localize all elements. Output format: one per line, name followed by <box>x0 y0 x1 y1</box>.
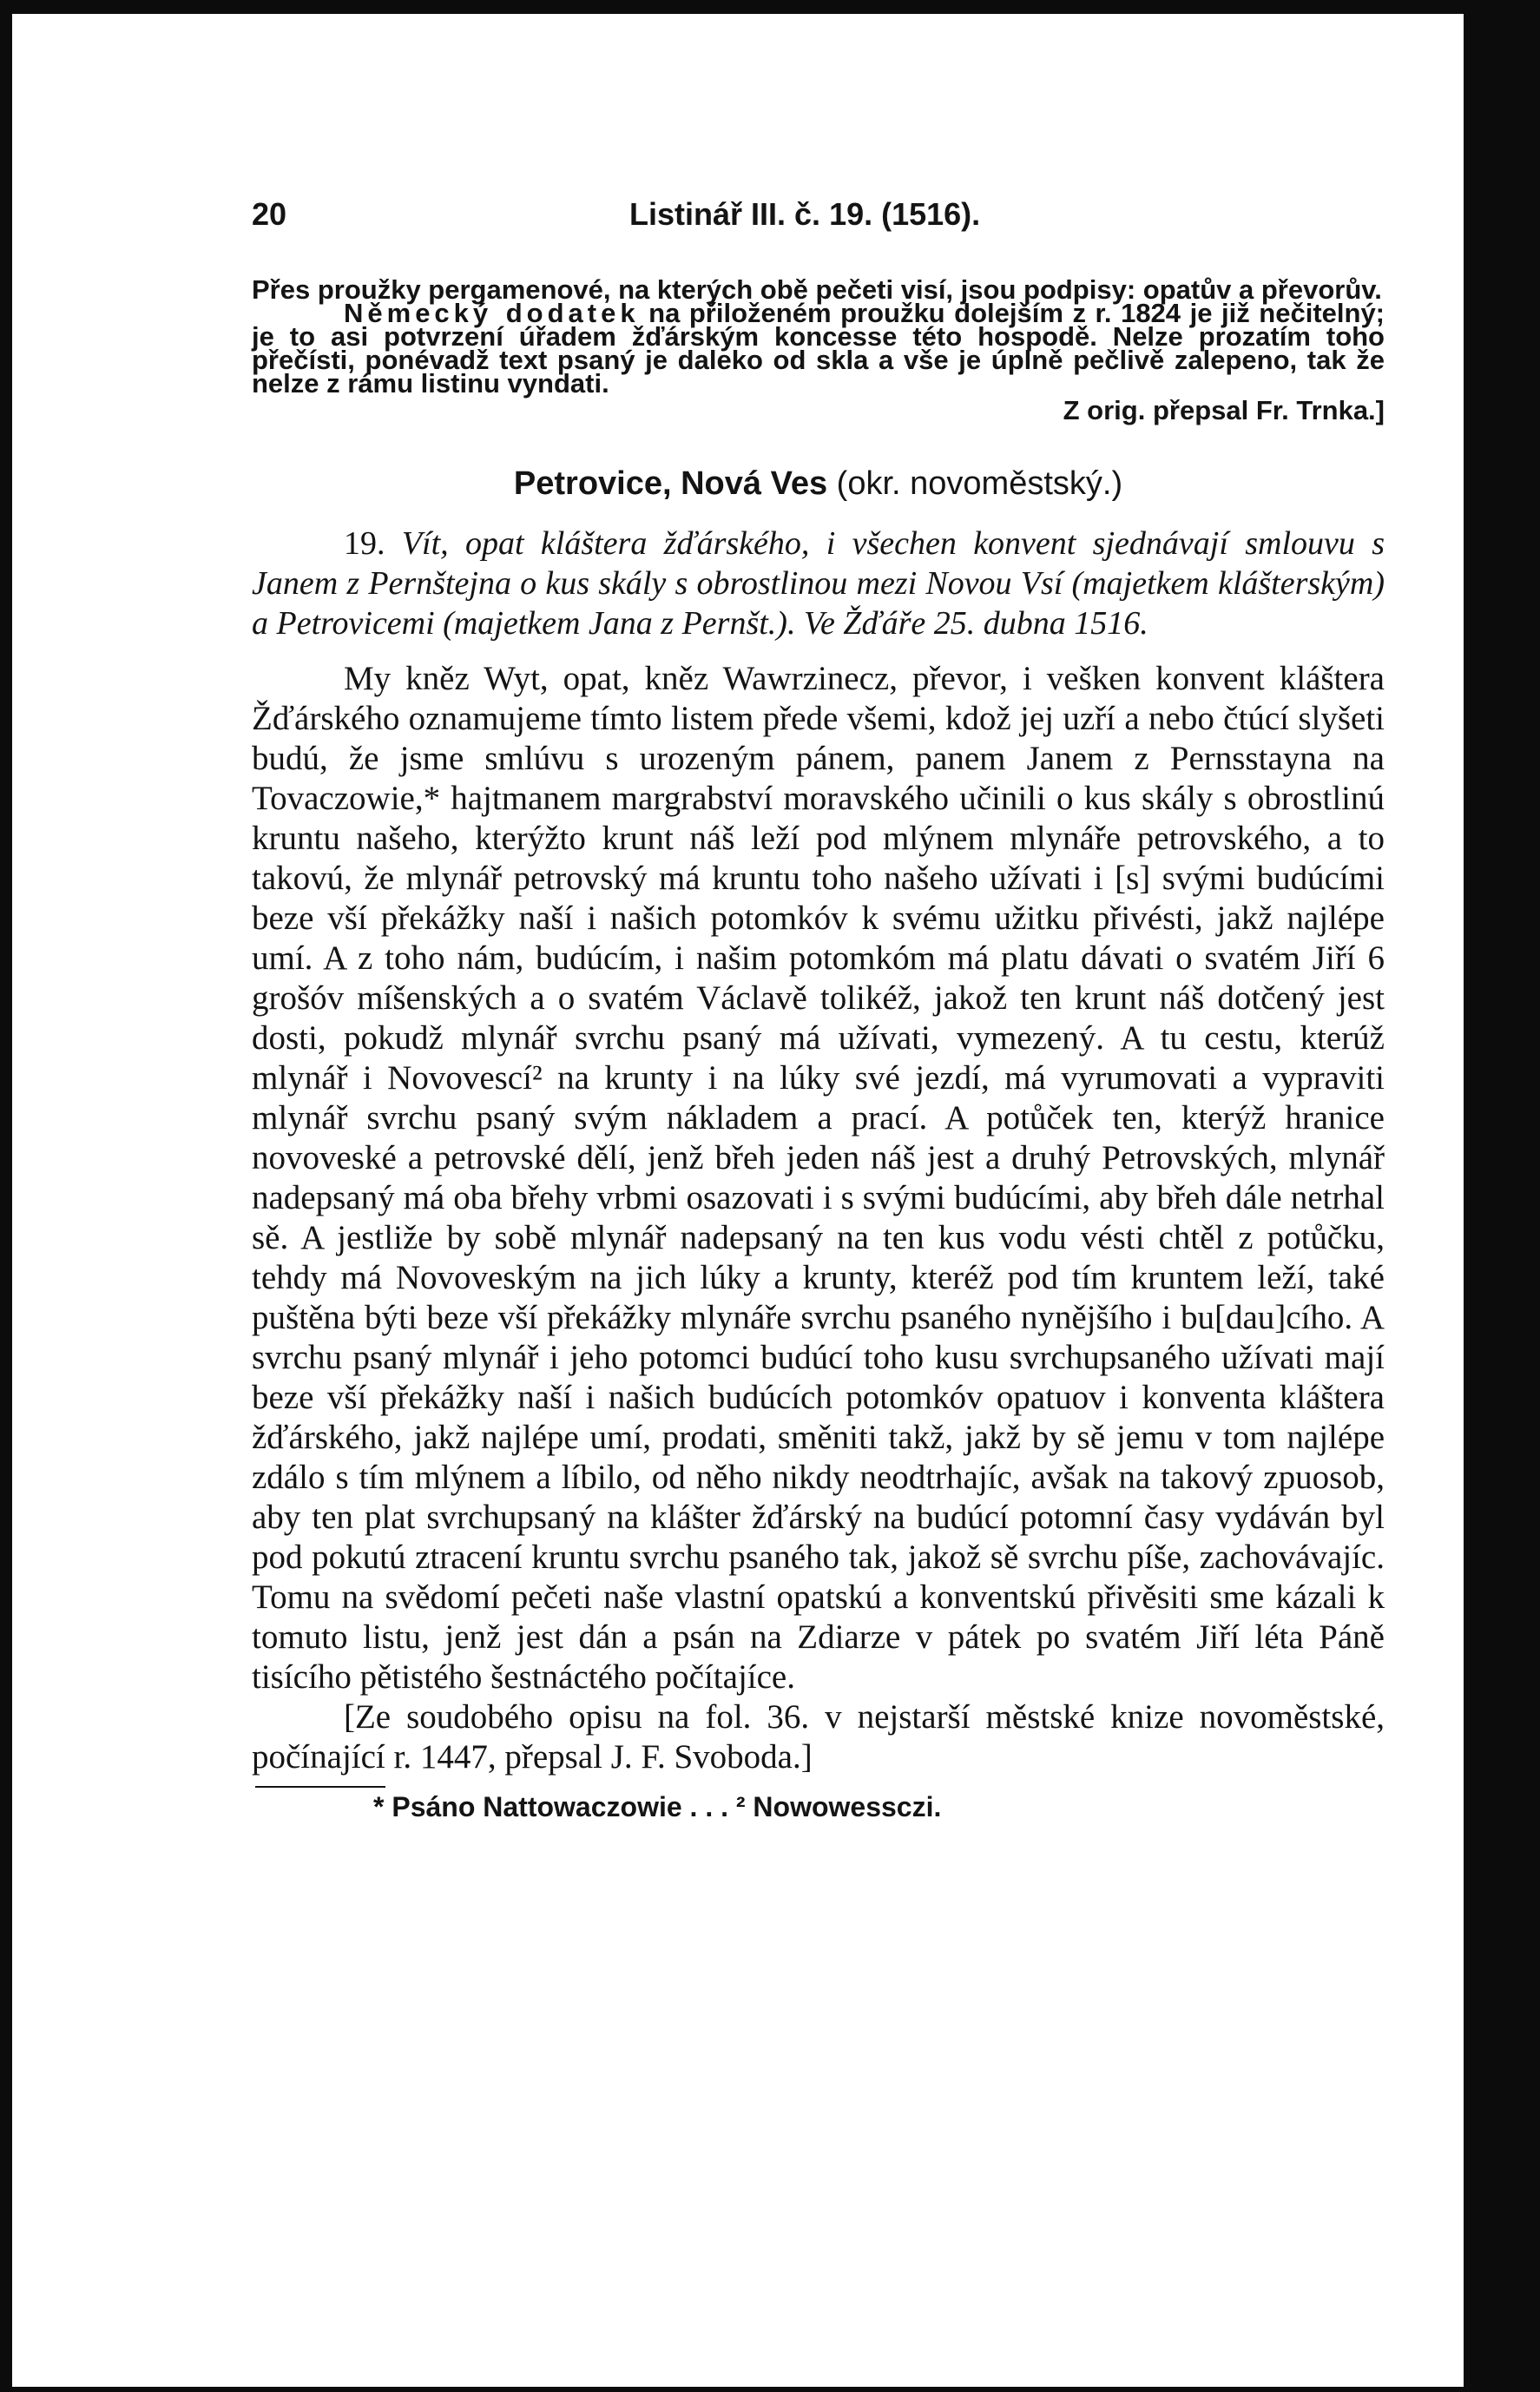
scan-edge-left <box>0 0 12 2392</box>
regest-paragraph <box>252 524 1385 643</box>
note-signature: Z orig. přepsal Fr. Trnka.] <box>1063 395 1385 425</box>
scan-edge-top <box>0 0 1540 14</box>
note-paragraph-german-text: na přiloženém proužku dolejším z r. 1824 je již nečitelný; je to asi potvrzení úřadem žďárským koncesse této hospodě. Nelze prozatím toho přečísti, ponévadž text psaný je daleko od skla a vše je úplně pečlivě zalepeno, tak že nelze z rámu listinu vyndati. <box>252 298 1385 399</box>
heading-places: Petrovice, Nová Ves <box>513 465 828 502</box>
footnote: * Psáno Nattowaczowie . . . ² Nowowessczi. <box>373 1791 942 1822</box>
heading-district: (okr. novoměstský.) <box>836 465 1123 502</box>
german-addition-label: Německý dodatek <box>344 298 640 328</box>
document-body <box>252 659 1385 1697</box>
running-title: Listinář III. č. 19. (1516). <box>629 196 981 232</box>
running-head <box>252 182 1385 234</box>
note-paragraph-seals: Přes proužky pergamenové, na kterých obě pečeti visí, jsou podpisy: opatův a převorův. <box>252 274 1382 305</box>
document-number: 19. <box>344 525 385 562</box>
source-note <box>252 1697 1385 1777</box>
footnote-rule <box>255 1786 385 1788</box>
preceding-note <box>252 274 1385 425</box>
scan-edge-right <box>1464 0 1540 2392</box>
document-text: My kněz Wyt, opat, kněz Wawrzinecz, převor, i vešken konvent kláštera Žďárského oznamujeme tímto listem přede všemi, kdož jej uzří a nebo čtúcí slyšeti budú, že jsme smlúvu s urozeným pánem, panem Janem z Pernsstayna na Tovaczowie,* hajtmanem margrabství moravského učinili o kus skály s obrostlinú kruntu našeho, kterýžto krunt náš leží pod mlýnem mlynáře petrovského, a to takovú, že mlynář petrovský má kruntu toho našeho užívati i [s] svými budúcími beze vší překážky naší i našich potomkóv k svému užitku přivésti, jakž najlépe umí. A z toho nám, budúcím, i našim potomkóm má platu dávati o svatém Jiří 6 grošóv míšenských a o svatém Václavě tolikéž, jakož ten krunt náš dotčený jest dosti, pokudž mlynář svrchu psaný má užívati, vymezený. A tu cestu, kterúž mlynář i Novovescí² na krunty i na lúky své jezdí, má vyrumovati a vypraviti mlynář svrchu psaný svým nákladem a prací. A potůček ten, kterýž hranice novoveské a petrovské dělí, jenž břeh jeden náš jest a druhý Petrovských, mlynář nadepsaný má oba břehy vrbmi osazovati i s svými budúcími, aby břeh dále netrhal sě. A jestliže by sobě mlynář nadepsaný na ten kus vodu vésti chtěl z potůčku, tehdy má Novoveským na jich lúky a krunty, kteréž pod tím kruntem leží, také puštěna býti beze vší překážky mlynáře svrchu psaného nynějšího i bu[dau]cího. A svrchu psaný mlynář i jeho potomci budúcí toho kusu svrchupsaného užívati mají beze vší překážky naší i našich budúcích potomkóv opatuov i konventa kláštera žďárského, jakž najlépe umí, prodati, směniti takž, jakž by sě jemu v tom najlépe zdálo s tím mlýnem a líbilo, od něho nikdy neodtrhajíc, avšak na takový zpuosob, aby ten plat svrchupsaný na klášter žďárský na budúcí potomní časy vydáván byl pod pokutú ztracení kruntu svrchu psaného tak, jakož sě svrchu píše, zachovávajíc. Tomu na svědomí pečeti naše vlastní opatskú a konventskú přivěsiti sme kázali k tomuto listu, jenž jest dán a psán na Zdiarze v pátek po svatém Jiří léta Páně tisícího pětistého šestnáctého počítajíce. <box>252 660 1385 1696</box>
regest-text: Vít, opat kláštera žďárského, i všechen konvent sjednávají smlouvu s Janem z Pernštejna o kus skály s obrostlinou mezi Novou Vsí (majetkem klášterským) a Petrovicemi (majetkem Jana z Pernšt.). Ve Žďáře 25. dubna 1516. <box>252 525 1385 642</box>
note-paragraph-german <box>252 298 1385 399</box>
page-number: 20 <box>252 196 287 232</box>
source-note-text: [Ze soudobého opisu na fol. 36. v nejstarší městské knize novoměstské, počínající r. 1447, přepsal J. F. Svoboda.] <box>252 1698 1385 1776</box>
section-heading <box>252 465 1385 503</box>
scan-edge-bottom <box>0 2387 1540 2392</box>
book-page <box>252 182 1385 1823</box>
regest <box>252 524 1385 643</box>
